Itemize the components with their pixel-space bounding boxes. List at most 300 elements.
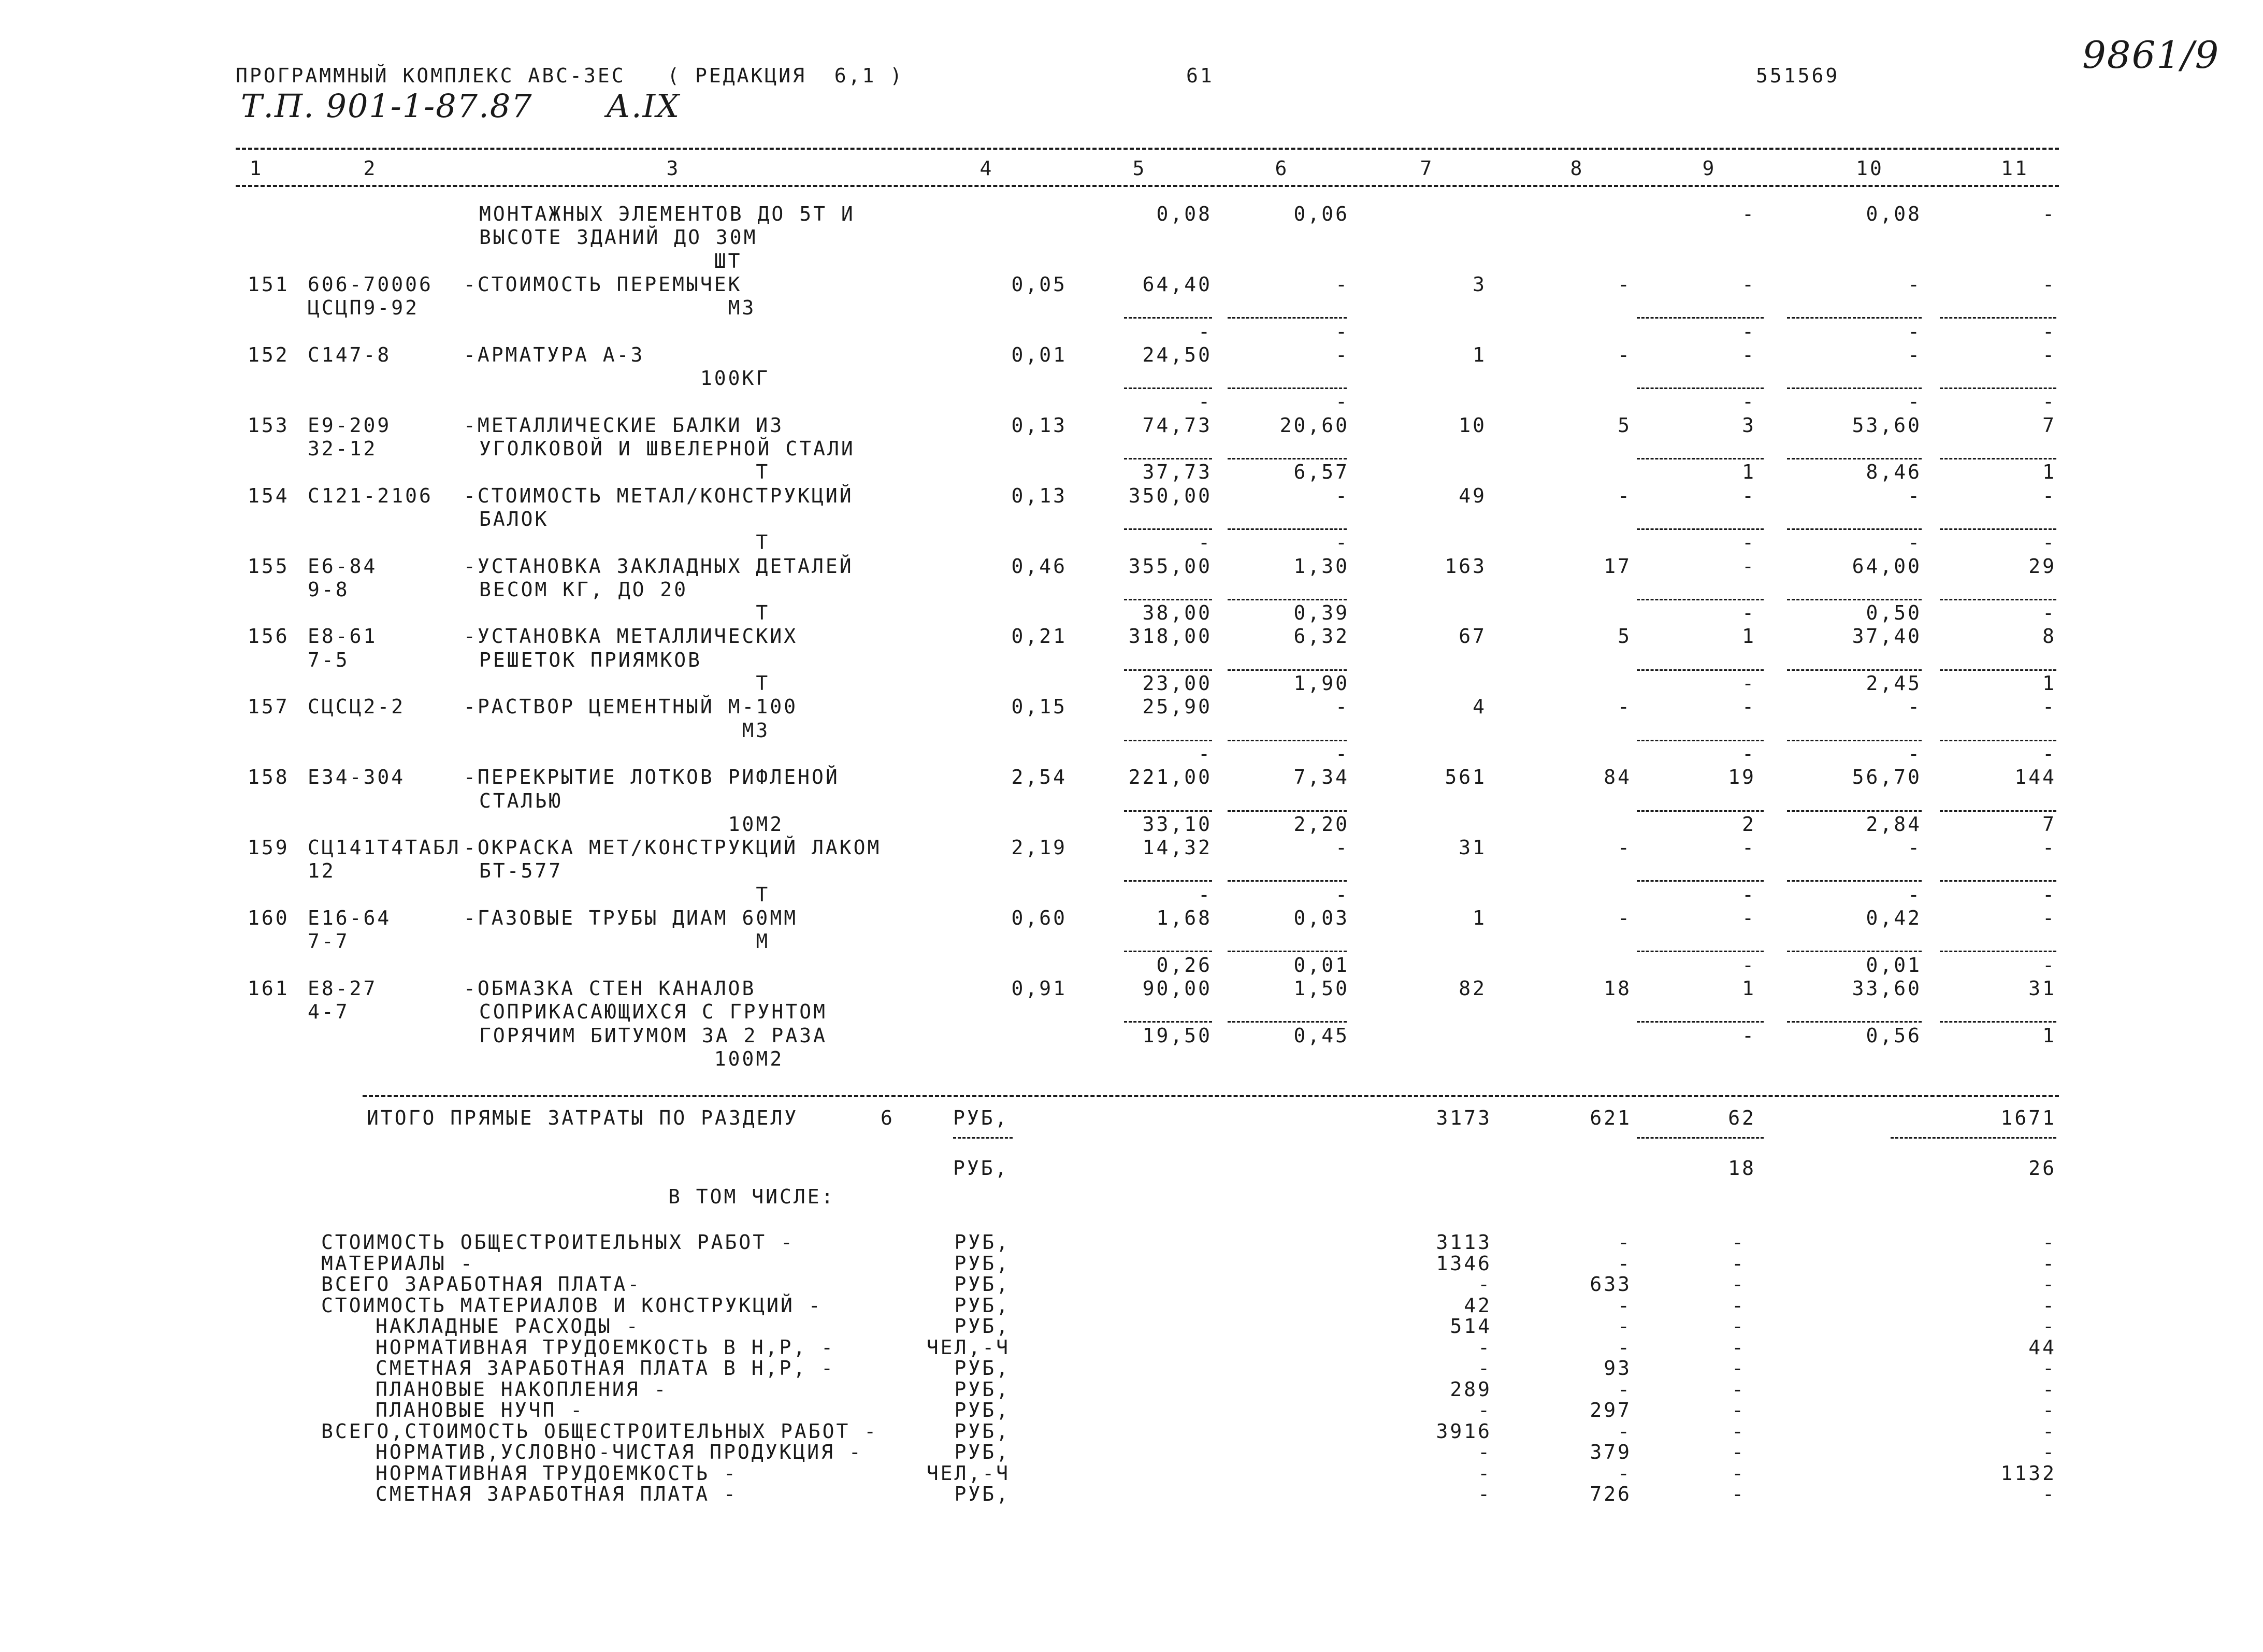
col11-value: - xyxy=(2042,203,2056,225)
col11-value: 31 xyxy=(2028,976,2056,1000)
col9-value: 2 xyxy=(1742,812,1756,836)
cell-underline xyxy=(1637,528,1764,530)
col10-value: - xyxy=(1908,343,1922,366)
summary-value-b: - xyxy=(1618,1335,1632,1359)
cell-underline xyxy=(1228,599,1347,600)
col6-value: 6,57 xyxy=(1293,461,1349,484)
totals-col11: 1671 xyxy=(2000,1107,2056,1129)
col9-value: 3 xyxy=(1742,413,1756,437)
summary-unit: РУБ, xyxy=(954,1419,1010,1443)
item-code: Е8-27 xyxy=(308,976,378,1000)
col11-value: - xyxy=(2042,742,2056,765)
cell-underline xyxy=(1637,810,1764,812)
cell-underline xyxy=(1940,880,2056,882)
item-description: Т xyxy=(464,883,770,906)
cell-underline xyxy=(1940,1021,2056,1023)
header-bottom-rule xyxy=(236,185,2059,187)
item-description: М3 xyxy=(464,719,770,742)
summary-value-c: - xyxy=(1732,1357,1746,1380)
cell-underline xyxy=(1940,387,2056,389)
col9-value: - xyxy=(1742,601,1756,625)
cell-underline xyxy=(1787,528,1922,530)
col10-value: 0,01 xyxy=(1866,953,1922,976)
col10-value: - xyxy=(1908,695,1922,719)
cell-underline xyxy=(1637,951,1764,952)
col5-value: 355,00 xyxy=(1128,554,1212,578)
cell-underline xyxy=(1124,1021,1212,1023)
totals-unit-rule xyxy=(953,1137,1013,1139)
summary-value-b: - xyxy=(1618,1419,1632,1443)
column-header-5: 5 xyxy=(1132,157,1147,180)
item-number: 160 xyxy=(248,907,290,929)
cell-underline xyxy=(1787,317,1922,319)
cell-underline xyxy=(1228,317,1347,319)
summary-value-a: - xyxy=(1478,1357,1492,1380)
cell-underline xyxy=(1787,740,1922,741)
col4-value: 0,13 xyxy=(1011,484,1067,507)
column-header-9: 9 xyxy=(1702,157,1717,180)
item-code: 4-7 xyxy=(308,1000,350,1024)
totals-section-number: 6 xyxy=(881,1107,895,1129)
column-header-8: 8 xyxy=(1570,157,1584,180)
summary-value-d: - xyxy=(2042,1315,2056,1338)
item-description: -СТОИМОСТЬ ПЕРЕМЫЧЕК xyxy=(464,272,742,296)
item-number: 157 xyxy=(248,695,290,719)
item-description: -ПЕРЕКРЫТИЕ ЛОТКОВ РИФЛЕНОЙ xyxy=(464,766,840,789)
col10-value: - xyxy=(1908,742,1922,765)
col5-value: - xyxy=(1198,531,1212,554)
summary-label: ПЛАНОВЫЕ НУЧП - xyxy=(376,1399,585,1421)
cell-underline xyxy=(1637,387,1764,389)
summary-value-d: - xyxy=(2042,1357,2056,1380)
column-header-1: 1 xyxy=(249,157,264,180)
col5-value: 74,73 xyxy=(1142,413,1212,437)
page-number: 61 xyxy=(1186,64,1214,87)
summary-unit: ЧЕЛ,-Ч xyxy=(926,1335,1010,1359)
item-number: 158 xyxy=(248,766,290,789)
totals-col9: 62 xyxy=(1728,1107,1756,1129)
summary-value-b: 633 xyxy=(1590,1273,1632,1296)
cell-underline xyxy=(1940,740,2056,741)
item-code: Е34-304 xyxy=(308,766,406,789)
summary-unit: РУБ, xyxy=(954,1399,1010,1421)
col5-value: 350,00 xyxy=(1128,484,1212,507)
handwritten-album-ref: А.IX xyxy=(606,87,681,125)
col7-value: 1 xyxy=(1473,907,1487,929)
col6-value: 2,20 xyxy=(1293,812,1349,836)
summary-label: СМЕТНАЯ ЗАРАБОТНАЯ ПЛАТА В Н,Р, - xyxy=(376,1357,835,1380)
summary-value-c: - xyxy=(1732,1335,1746,1359)
col10-value: 0,42 xyxy=(1866,907,1922,929)
summary-value-a: 289 xyxy=(1450,1377,1492,1401)
summary-value-d: 1132 xyxy=(2000,1461,2056,1485)
col4-value: 0,13 xyxy=(1011,413,1067,437)
summary-label: НОРМАТИВНАЯ ТРУДОЕМКОСТЬ В Н,Р, - xyxy=(376,1335,835,1359)
summary-value-a: 1346 xyxy=(1436,1252,1492,1275)
col4-value: 0,15 xyxy=(1011,695,1067,719)
col9-value: - xyxy=(1742,953,1756,976)
col7-value: 1 xyxy=(1473,343,1487,366)
col7-value: 82 xyxy=(1459,976,1487,1000)
col7-value: 10 xyxy=(1459,413,1487,437)
col5-value: 23,00 xyxy=(1142,672,1212,695)
col5-value: - xyxy=(1198,883,1212,906)
col4-value: 0,05 xyxy=(1011,272,1067,296)
col10-value: - xyxy=(1908,531,1922,554)
cell-underline xyxy=(1940,810,2056,812)
cell-underline xyxy=(1124,740,1212,741)
cell-underline xyxy=(1637,599,1764,600)
cell-underline xyxy=(1787,951,1922,952)
col11-value: - xyxy=(2042,343,2056,366)
summary-value-b: - xyxy=(1618,1461,1632,1485)
cell-underline xyxy=(1787,599,1922,600)
cell-underline xyxy=(1228,880,1347,882)
column-header-11: 11 xyxy=(2001,157,2029,180)
col11-value: 144 xyxy=(2014,766,2056,789)
summary-value-b: 93 xyxy=(1604,1357,1632,1380)
col4-value: 0,91 xyxy=(1011,976,1067,1000)
program-header: ПРОГРАММНЫЙ КОМПЛЕКС АВС-ЗЕС ( РЕДАКЦИЯ 6,1 ) xyxy=(236,64,904,87)
summary-value-b: 379 xyxy=(1590,1441,1632,1463)
col6-value: 1,90 xyxy=(1293,672,1349,695)
document-id: 551569 xyxy=(1756,64,1840,87)
col10-value: - xyxy=(1908,883,1922,906)
summary-unit: РУБ, xyxy=(954,1357,1010,1380)
col7-value: 561 xyxy=(1445,766,1487,789)
summary-value-a: - xyxy=(1478,1461,1492,1485)
col10-value: - xyxy=(1908,390,1922,413)
item-description: СТАЛЬЮ xyxy=(479,789,563,812)
col11-value: 29 xyxy=(2028,554,2056,578)
item-description: ВЕСОМ КГ, ДО 20 xyxy=(479,578,688,601)
col6-value: - xyxy=(1335,272,1349,296)
item-code: 12 xyxy=(308,859,336,883)
col8-value: - xyxy=(1618,484,1632,507)
cell-underline xyxy=(1940,669,2056,671)
summary-unit: РУБ, xyxy=(954,1294,1010,1317)
col9-value: - xyxy=(1742,695,1756,719)
col11-value: - xyxy=(2042,883,2056,906)
col11-value: 1 xyxy=(2042,461,2056,484)
col10-value: 0,50 xyxy=(1866,601,1922,625)
summary-value-d: - xyxy=(2042,1273,2056,1296)
col10-value: - xyxy=(1908,484,1922,507)
item-description: Т xyxy=(464,461,770,484)
summary-value-b: - xyxy=(1618,1315,1632,1338)
col5-value: 1,68 xyxy=(1156,907,1212,929)
summary-value-c: - xyxy=(1732,1252,1746,1275)
col4-value: 0,01 xyxy=(1011,343,1067,366)
cell-underline xyxy=(1787,810,1922,812)
summary-value-d: - xyxy=(2042,1231,2056,1254)
including-label: В ТОМ ЧИСЛЕ: xyxy=(668,1185,835,1208)
cell-underline xyxy=(1940,317,2056,319)
summary-value-c: - xyxy=(1732,1399,1746,1421)
col5-value: - xyxy=(1198,320,1212,343)
cell-underline xyxy=(1637,458,1764,459)
col11-value: - xyxy=(2042,601,2056,625)
summary-value-a: - xyxy=(1478,1483,1492,1505)
col10-value: 2,45 xyxy=(1866,672,1922,695)
col11-value: - xyxy=(2042,907,2056,929)
summary-value-c: - xyxy=(1732,1419,1746,1443)
summary-label: ПЛАНОВЫЕ НАКОПЛЕНИЯ - xyxy=(376,1377,668,1401)
col5-value: 0,08 xyxy=(1156,203,1212,225)
col10-value: 37,40 xyxy=(1852,625,1922,648)
col10-value: 8,46 xyxy=(1866,461,1922,484)
item-description: -УСТАНОВКА МЕТАЛЛИЧЕСКИХ xyxy=(464,625,798,648)
col11-value: - xyxy=(2042,390,2056,413)
summary-value-c: - xyxy=(1732,1461,1746,1485)
col8-value: - xyxy=(1618,695,1632,719)
col9-value: - xyxy=(1742,531,1756,554)
summary-label: НОРМАТИВНАЯ ТРУДОЕМКОСТЬ - xyxy=(376,1461,738,1485)
summary-label: НАКЛАДНЫЕ РАСХОДЫ - xyxy=(376,1315,640,1338)
item-number: 156 xyxy=(248,625,290,648)
cell-underline xyxy=(1124,951,1212,952)
cell-underline xyxy=(1940,458,2056,459)
cell-underline xyxy=(1124,880,1212,882)
col5-value: 37,73 xyxy=(1142,461,1212,484)
summary-value-b: - xyxy=(1618,1294,1632,1317)
col5-value: 33,10 xyxy=(1142,812,1212,836)
col5-value: 90,00 xyxy=(1142,976,1212,1000)
summary-value-b: - xyxy=(1618,1231,1632,1254)
item-description: БАЛОК xyxy=(479,507,549,530)
item-code: Е8-61 xyxy=(308,625,378,648)
item-number: 151 xyxy=(248,272,290,296)
item-description: ШТ xyxy=(464,249,742,272)
summary-unit: РУБ, xyxy=(954,1315,1010,1338)
col11-value: 8 xyxy=(2042,625,2056,648)
col6-value: 20,60 xyxy=(1279,413,1349,437)
col7-value: 3 xyxy=(1473,272,1487,296)
header-top-rule xyxy=(236,148,2059,150)
column-header-3: 3 xyxy=(666,157,681,180)
summary-value-d: - xyxy=(2042,1483,2056,1505)
col11-value: - xyxy=(2042,953,2056,976)
summary-value-d: - xyxy=(2042,1252,2056,1275)
cell-underline xyxy=(1637,880,1764,882)
col6-value: - xyxy=(1335,883,1349,906)
col9-value: - xyxy=(1742,1024,1756,1047)
col7-value: 31 xyxy=(1459,836,1487,859)
summary-unit: РУБ, xyxy=(954,1273,1010,1296)
col9-value: - xyxy=(1742,320,1756,343)
item-description: Т xyxy=(464,601,770,625)
col11-value: 7 xyxy=(2042,413,2056,437)
item-code: С121-2106 xyxy=(308,484,433,507)
item-number: 155 xyxy=(248,554,290,578)
item-code: ЦСЦП9-92 xyxy=(308,296,420,320)
summary-value-d: 44 xyxy=(2028,1335,2056,1359)
summary-value-c: - xyxy=(1732,1377,1746,1401)
summary-unit: РУБ, xyxy=(954,1231,1010,1254)
item-description: -АРМАТУРА А-3 xyxy=(464,343,645,366)
summary-label: НОРМАТИВ,УСЛОВНО-ЧИСТАЯ ПРОДУКЦИЯ - xyxy=(376,1441,863,1463)
cell-underline xyxy=(1228,951,1347,952)
col8-value: - xyxy=(1618,907,1632,929)
item-description: 100М2 xyxy=(464,1047,784,1070)
col9-value: - xyxy=(1742,836,1756,859)
summary-value-a: - xyxy=(1478,1273,1492,1296)
col5-value: 64,40 xyxy=(1142,272,1212,296)
cell-underline xyxy=(1124,458,1212,459)
item-code: СЦ141Т4ТАБЛ xyxy=(308,836,461,859)
item-code: Е16-64 xyxy=(308,907,392,929)
cell-underline xyxy=(1787,1021,1922,1023)
col11-value: - xyxy=(2042,531,2056,554)
cell-underline xyxy=(1124,810,1212,812)
col10-value: - xyxy=(1908,272,1922,296)
summary-value-c: - xyxy=(1732,1273,1746,1296)
item-description: -МЕТАЛЛИЧЕСКИЕ БАЛКИ ИЗ xyxy=(464,413,784,437)
summary-value-d: - xyxy=(2042,1399,2056,1421)
col6-value: - xyxy=(1335,390,1349,413)
cell-underline xyxy=(1228,387,1347,389)
cell-underline xyxy=(1228,810,1347,812)
cell-underline xyxy=(1228,528,1347,530)
col6-value: - xyxy=(1335,695,1349,719)
item-code: 9-8 xyxy=(308,578,350,601)
cell-underline xyxy=(1228,458,1347,459)
col9-value: 19 xyxy=(1728,766,1756,789)
col10-value: 33,60 xyxy=(1852,976,1922,1000)
summary-value-a: 514 xyxy=(1450,1315,1492,1338)
totals-label: ИТОГО ПРЯМЫЕ ЗАТРАТЫ ПО РАЗДЕЛУ xyxy=(367,1107,799,1129)
cell-underline xyxy=(1787,880,1922,882)
summary-value-a: - xyxy=(1478,1441,1492,1463)
item-code: С147-8 xyxy=(308,343,392,366)
item-code: СЦСЦ2-2 xyxy=(308,695,406,719)
totals-unit: РУБ, xyxy=(953,1107,1009,1129)
col4-value: 0,46 xyxy=(1011,554,1067,578)
cell-underline xyxy=(1228,1021,1347,1023)
cell-underline xyxy=(1637,1021,1764,1023)
totals-unit-2: РУБ, xyxy=(953,1157,1009,1180)
col8-value: - xyxy=(1618,836,1632,859)
col8-value: 17 xyxy=(1604,554,1632,578)
summary-value-b: - xyxy=(1618,1377,1632,1401)
cell-underline xyxy=(1228,740,1347,741)
col10-value: 64,00 xyxy=(1852,554,1922,578)
col11-value: - xyxy=(2042,836,2056,859)
item-description: СОПРИКАСАЮЩИХСЯ С ГРУНТОМ xyxy=(479,1000,827,1024)
cell-underline xyxy=(1637,317,1764,319)
col7-value: 163 xyxy=(1445,554,1487,578)
cell-underline xyxy=(1124,387,1212,389)
col6-value: 0,39 xyxy=(1293,601,1349,625)
item-number: 154 xyxy=(248,484,290,507)
item-description: -РАСТВОР ЦЕМЕНТНЫЙ М-100 xyxy=(464,695,798,719)
item-description: М xyxy=(464,930,770,953)
col4-value: 2,54 xyxy=(1011,766,1067,789)
col6-value: 0,01 xyxy=(1293,953,1349,976)
item-code: Е6-84 xyxy=(308,554,378,578)
col6-value: 1,30 xyxy=(1293,554,1349,578)
item-description: ВЫСОТЕ ЗДАНИЙ ДО 30М xyxy=(479,226,758,249)
item-code: 7-7 xyxy=(308,930,350,953)
col8-value: 5 xyxy=(1618,413,1632,437)
col7-value: 49 xyxy=(1459,484,1487,507)
col11-value: - xyxy=(2042,320,2056,343)
col11-value: 1 xyxy=(2042,672,2056,695)
col9-value: 1 xyxy=(1742,461,1756,484)
summary-value-b: 726 xyxy=(1590,1483,1632,1505)
item-number: 153 xyxy=(248,413,290,437)
summary-value-d: - xyxy=(2042,1294,2056,1317)
col9-value: - xyxy=(1742,883,1756,906)
totals-col11-2: 26 xyxy=(2028,1157,2056,1180)
col6-value: 7,34 xyxy=(1293,766,1349,789)
col6-value: - xyxy=(1335,742,1349,765)
cell-underline xyxy=(1228,669,1347,671)
column-header-10: 10 xyxy=(1856,157,1884,180)
col11-value: - xyxy=(2042,272,2056,296)
totals-col9-2: 18 xyxy=(1728,1157,1756,1180)
handwritten-stamp-number: 9861/9 xyxy=(2082,33,2220,77)
col9-value: - xyxy=(1742,907,1756,929)
summary-value-a: - xyxy=(1478,1335,1492,1359)
col5-value: 0,26 xyxy=(1156,953,1212,976)
col5-value: 25,90 xyxy=(1142,695,1212,719)
item-description: БТ-577 xyxy=(479,859,563,883)
cell-underline xyxy=(1940,951,2056,952)
col6-value: - xyxy=(1335,836,1349,859)
col9-value: - xyxy=(1742,554,1756,578)
col4-value: 0,21 xyxy=(1011,625,1067,648)
totals-col8: 621 xyxy=(1590,1107,1632,1129)
item-description: УГОЛКОВОЙ И ШВЕЛЕРНОЙ СТАЛИ xyxy=(479,437,855,460)
col7-value: 67 xyxy=(1459,625,1487,648)
summary-label: ВСЕГО,СТОИМОСТЬ ОБЩЕСТРОИТЕЛЬНЫХ РАБОТ - xyxy=(321,1419,878,1443)
summary-label: СТОИМОСТЬ МАТЕРИАЛОВ И КОНСТРУКЦИЙ - xyxy=(321,1294,823,1317)
col8-value: 18 xyxy=(1604,976,1632,1000)
col5-value: 38,00 xyxy=(1142,601,1212,625)
item-number: 161 xyxy=(248,976,290,1000)
item-description: 100КГ xyxy=(464,367,770,390)
summary-value-a: - xyxy=(1478,1399,1492,1421)
totals-top-rule xyxy=(363,1095,2059,1097)
summary-unit: РУБ, xyxy=(954,1252,1010,1275)
totals-col7: 3173 xyxy=(1436,1107,1492,1129)
summary-value-c: - xyxy=(1732,1441,1746,1463)
item-description: 10М2 xyxy=(464,812,784,836)
col8-value: - xyxy=(1618,343,1632,366)
summary-unit: ЧЕЛ,-Ч xyxy=(926,1461,1010,1485)
handwritten-project-ref: Т.П. 901-1-87.87 xyxy=(241,87,533,125)
item-code: 32-12 xyxy=(308,437,378,460)
cell-underline xyxy=(1637,740,1764,741)
col8-value: 84 xyxy=(1604,766,1632,789)
summary-unit: РУБ, xyxy=(954,1377,1010,1401)
cell-underline xyxy=(1787,387,1922,389)
col9-value: 1 xyxy=(1742,976,1756,1000)
col6-value: 0,06 xyxy=(1293,203,1349,225)
col9-value: - xyxy=(1742,343,1756,366)
col10-value: - xyxy=(1908,320,1922,343)
summary-value-b: - xyxy=(1618,1252,1632,1275)
col6-value: 0,03 xyxy=(1293,907,1349,929)
summary-value-c: - xyxy=(1732,1231,1746,1254)
col8-value: - xyxy=(1618,272,1632,296)
column-header-6: 6 xyxy=(1275,157,1289,180)
col6-value: - xyxy=(1335,531,1349,554)
item-description: -УСТАНОВКА ЗАКЛАДНЫХ ДЕТАЛЕЙ xyxy=(464,554,854,578)
item-description: М3 xyxy=(464,296,756,320)
cell-underline xyxy=(1637,669,1764,671)
